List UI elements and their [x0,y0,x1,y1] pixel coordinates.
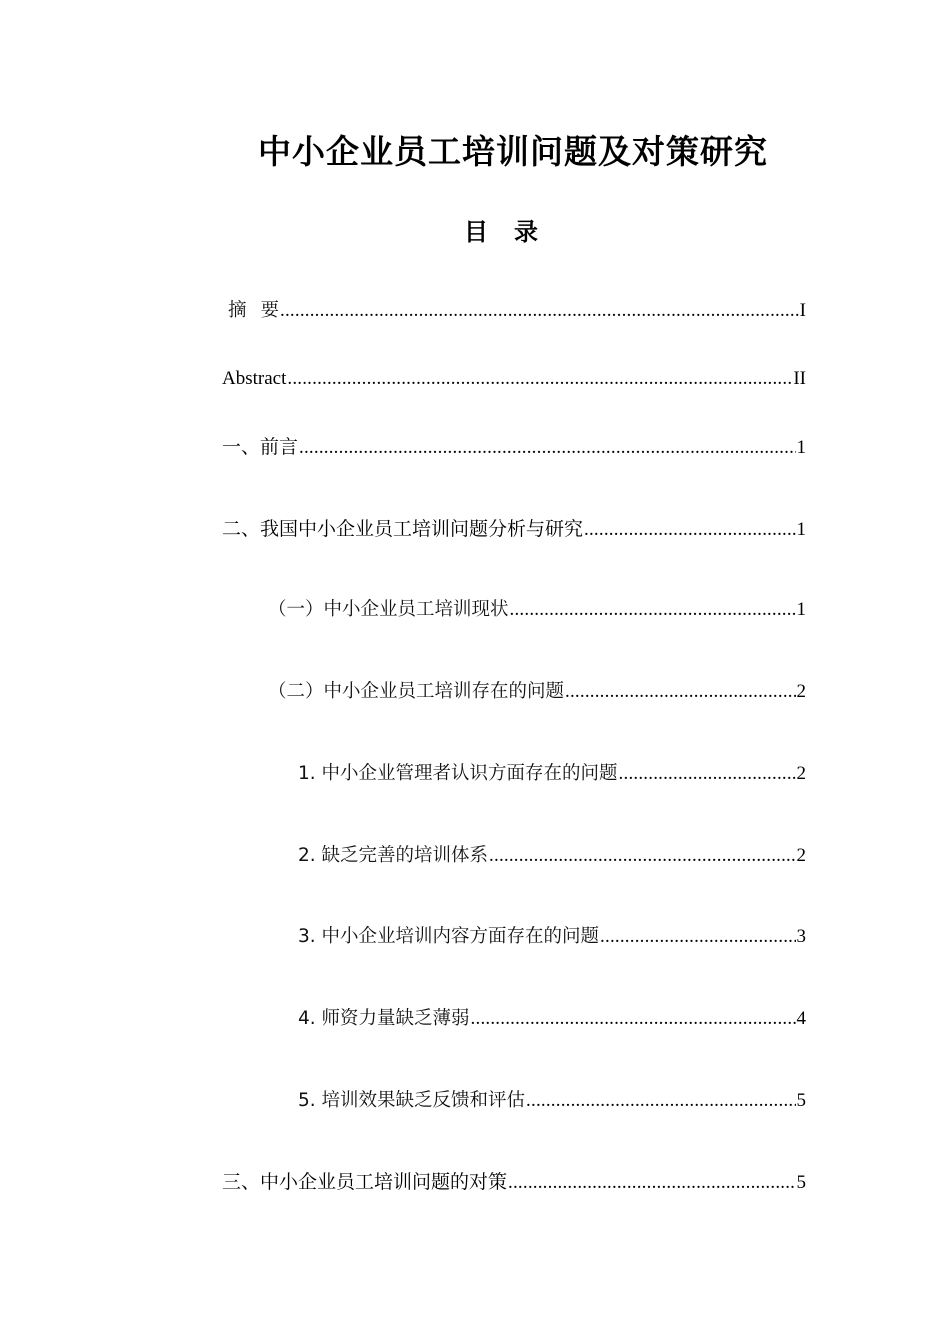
toc-leader-dots [565,677,795,707]
toc-entry-label: 二、我国中小企业员工培训问题分析与研究 [222,518,584,540]
toc-entry-label: 4. 师资力量缺乏薄弱 [298,1008,470,1029]
toc-page-number: 2 [796,681,806,702]
toc-page-number: 2 [796,845,806,866]
toc-entry-label: 摘 要 [228,300,280,321]
toc-entry-section-2-2-4[interactable] [298,1004,806,1034]
toc-page-number: I [799,300,806,321]
toc-leader-dots [489,841,795,871]
toc-leader-dots [510,595,796,625]
toc-page-number: 5 [796,1090,806,1111]
document-title: 中小企业员工培训问题及对策研究 [258,132,768,171]
toc-leader-dots [471,1004,796,1034]
toc-entry-label: 2. 缺乏完善的培训体系 [298,845,489,866]
toc-entry-label: 1. 中小企业管理者认识方面存在的问题 [298,763,618,784]
toc-entry-section-2[interactable] [222,514,806,544]
toc-entry-label: 一、前言 [222,436,299,458]
toc-leader-dots [280,296,799,326]
toc-entry-section-2-2-3[interactable] [298,922,806,952]
toc-page-number: 2 [796,763,806,784]
toc-entry-section-2-2-5[interactable] [298,1086,806,1116]
toc-heading-char-2: 录 [514,218,538,246]
toc-entry-section-2-1[interactable] [268,595,806,625]
toc-page-number: 5 [796,1172,806,1193]
toc-entry-label: 5. 培训效果缺乏反馈和评估 [298,1090,526,1111]
toc-entry-section-2-2-2[interactable] [298,841,806,871]
toc-page-number: 3 [796,926,806,947]
toc-entry-section-2-2[interactable] [268,677,806,707]
toc-entry-label: Abstract [222,368,287,389]
toc-heading-char-1: 目 [464,218,488,246]
toc-leader-dots [584,515,795,545]
toc-entry-section-3[interactable] [222,1167,806,1197]
toc-leader-dots [619,759,796,789]
toc-leader-dots [600,922,795,952]
toc-entry-abstract-cn[interactable] [228,296,806,326]
toc-page-number: 4 [796,1008,806,1029]
toc-page-number: 1 [796,599,806,620]
toc-leader-dots [287,364,792,394]
toc-entry-abstract-en[interactable] [222,364,806,394]
toc-entry-label: 三、中小企业员工培训问题的对策 [222,1171,508,1193]
toc-page-number: II [793,368,806,389]
toc-leader-dots [508,1168,795,1198]
toc-entry-label: （二）中小企业员工培训存在的问题 [268,681,565,702]
toc-entry-section-2-2-1[interactable] [298,759,806,789]
toc-entry-section-1[interactable] [222,432,806,462]
toc-leader-dots [299,433,795,463]
toc-entry-label: （一）中小企业员工培训现状 [268,599,509,620]
toc-entry-label: 3. 中小企业培训内容方面存在的问题 [298,926,600,947]
toc-leader-dots [526,1086,795,1116]
toc-page-number: 1 [796,519,806,540]
toc-page-number: 1 [796,437,806,458]
